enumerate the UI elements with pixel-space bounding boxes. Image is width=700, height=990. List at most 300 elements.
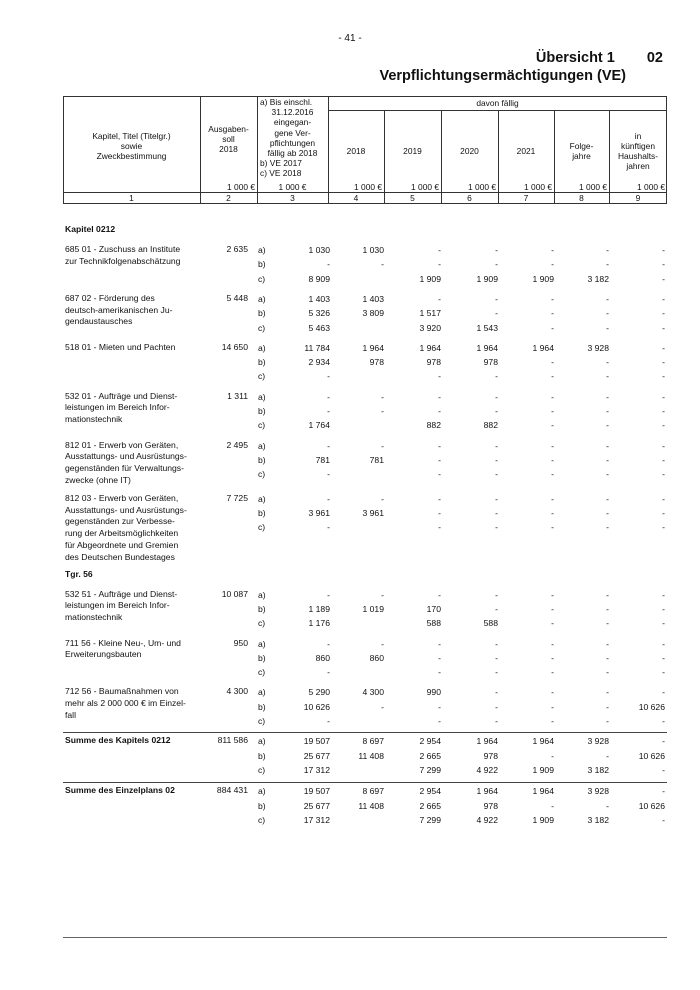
table-row <box>63 602 667 616</box>
col-label-ve: eingegan- <box>273 117 312 128</box>
table-cell: 1 189 <box>308 603 330 614</box>
col-label-year: Haushalts- <box>617 151 659 161</box>
table-row <box>63 292 667 306</box>
row-label: b) <box>258 652 266 663</box>
table-cell: - <box>662 371 665 382</box>
table-cell: - <box>551 508 554 519</box>
table-cell: 10 626 <box>638 750 665 761</box>
table-cell: - <box>327 522 330 533</box>
table-cell: - <box>381 391 384 402</box>
table-row <box>63 700 667 714</box>
table-cell: 170 <box>426 603 441 614</box>
table-cell: 1 909 <box>532 814 554 825</box>
table-cell: 1 909 <box>532 764 554 775</box>
table-cell: - <box>662 440 665 451</box>
col-label-ve: gene Ver- <box>274 127 311 138</box>
table-cell: - <box>662 618 665 629</box>
row-label: a) <box>258 493 266 504</box>
table-cell: 4 922 <box>476 814 498 825</box>
table-header <box>63 96 667 204</box>
table-cell: 25 677 <box>303 800 330 811</box>
table-cell: - <box>551 293 554 304</box>
table-cell: 7 299 <box>419 814 441 825</box>
unit-label: 1 000 € <box>354 182 382 192</box>
table-cell: 1 964 <box>532 736 554 747</box>
table-cell: 17 312 <box>303 764 330 775</box>
table-row <box>63 665 667 679</box>
ausgabensoll-value: 10 087 <box>221 588 248 599</box>
table-cell: - <box>495 245 498 255</box>
row-label: c) <box>258 420 266 431</box>
table-cell: - <box>662 786 665 797</box>
table-cell: - <box>327 469 330 480</box>
table-row <box>63 321 667 335</box>
description-line: gegenständen für Verwaltungs- <box>65 463 184 474</box>
table-cell: - <box>662 652 665 663</box>
table-row <box>63 616 667 630</box>
table-cell: - <box>662 308 665 319</box>
row-label: a) <box>258 786 266 797</box>
table-row <box>63 506 667 520</box>
description-line: 685 01 - Zuschuss an Institute <box>65 244 181 254</box>
table-cell: - <box>551 701 554 712</box>
col-number: 5 <box>410 193 415 203</box>
table-cell: - <box>606 245 609 255</box>
table-cell: - <box>438 391 441 402</box>
table-cell: - <box>438 667 441 678</box>
table-cell: - <box>495 259 498 270</box>
header-rule-top <box>63 96 667 97</box>
table-cell: 978 <box>483 800 498 811</box>
table-cell: - <box>381 589 384 600</box>
unit-label: 1 000 € <box>411 182 439 192</box>
table-cell: - <box>438 259 441 270</box>
description-line: zwecke (ohne IT) <box>65 474 131 485</box>
table-cell: 1 030 <box>362 245 384 255</box>
table-cell: - <box>606 293 609 304</box>
table-cell: - <box>495 454 498 465</box>
row-label: a) <box>258 440 266 451</box>
table-cell: 5 290 <box>308 687 330 698</box>
table-cell: - <box>495 603 498 614</box>
table-cell: - <box>438 638 441 649</box>
table-row <box>63 520 667 534</box>
table-row <box>63 257 667 271</box>
table-cell: - <box>327 667 330 678</box>
table-cell: 1 964 <box>362 342 384 353</box>
description-line: 712 56 - Baumaßnahmen von <box>65 686 179 697</box>
table-cell: - <box>551 469 554 480</box>
table-cell: 7 299 <box>419 764 441 775</box>
col-label-year: jahren <box>626 161 650 172</box>
table-cell: - <box>662 391 665 402</box>
unit-label: 1 000 € <box>468 182 496 192</box>
table-cell: 1 964 <box>476 342 498 353</box>
ausgabensoll-value: 2 495 <box>226 439 248 450</box>
ausgabensoll-value: 884 431 <box>216 785 248 796</box>
table-cell: - <box>495 391 498 402</box>
table-cell: - <box>606 493 609 504</box>
description-line: 812 03 - Erwerb von Geräten, <box>65 492 179 503</box>
plan-number: 02 <box>646 50 663 66</box>
col-label-ve: pflichtungen <box>269 137 316 148</box>
footer-rule <box>63 937 667 938</box>
table-cell: 25 677 <box>303 750 330 761</box>
table-cell: 978 <box>369 357 384 368</box>
row-label: a) <box>258 245 266 255</box>
table-cell: - <box>381 440 384 451</box>
description-line: mehr als 2 000 000 € im Einzel- <box>65 698 186 709</box>
table-cell: - <box>662 667 665 678</box>
row-label: a) <box>258 293 266 304</box>
description-line: gendaustausches <box>65 316 133 327</box>
table-row <box>63 306 667 320</box>
row-label: c) <box>258 764 266 775</box>
table-cell: - <box>662 342 665 353</box>
unit-label: 1 000 € <box>227 182 255 192</box>
table-cell: - <box>662 493 665 504</box>
table-cell: 3 182 <box>587 273 609 284</box>
table-cell: - <box>551 618 554 629</box>
table-cell: - <box>438 652 441 663</box>
table-cell: 882 <box>426 420 441 431</box>
col-label-year: jahre <box>572 151 591 161</box>
row-label: a) <box>258 342 266 353</box>
table-cell: - <box>606 357 609 368</box>
table-cell: - <box>551 800 554 811</box>
table-cell: 990 <box>426 687 441 698</box>
row-label: c) <box>258 522 266 533</box>
table-cell: - <box>551 716 554 726</box>
table-cell: - <box>606 667 609 678</box>
ausgabensoll-value: 4 300 <box>226 686 248 697</box>
description-line: 711 56 - Kleine Neu-, Um- und <box>65 637 181 648</box>
col-label-ve: fällig ab 2018 <box>267 148 318 158</box>
table-cell: - <box>551 440 554 451</box>
table-cell: 1 403 <box>362 293 384 304</box>
table-cell: - <box>495 716 498 726</box>
table-row <box>63 369 667 383</box>
table-cell: 8 697 <box>362 786 384 797</box>
col-number: 6 <box>467 193 472 203</box>
table-cell: - <box>551 589 554 600</box>
table-cell: 978 <box>483 750 498 761</box>
table-cell: - <box>381 701 384 712</box>
table-cell: - <box>438 493 441 504</box>
table-cell: - <box>327 259 330 270</box>
table-cell: 4 300 <box>362 687 384 698</box>
table-cell: 3 961 <box>362 508 384 519</box>
ausgabensoll-value: 950 <box>233 637 248 648</box>
table-cell: - <box>551 454 554 465</box>
col-number: 2 <box>226 193 231 203</box>
table-cell: - <box>551 245 554 255</box>
description-line: leistungen im Bereich Infor- <box>65 402 170 413</box>
table-cell: - <box>551 522 554 533</box>
table-cell: 1 964 <box>532 786 554 797</box>
row-label: b) <box>258 701 266 712</box>
table-row <box>63 404 667 418</box>
table-cell: - <box>606 800 609 811</box>
table-cell: 860 <box>369 652 384 663</box>
table-row <box>63 467 667 481</box>
col-label-year: künftigen <box>621 140 655 151</box>
table-cell: - <box>438 454 441 465</box>
table-cell: - <box>606 603 609 614</box>
table-cell: - <box>662 357 665 368</box>
table-cell: - <box>662 322 665 333</box>
table-cell: - <box>662 589 665 600</box>
table-cell: 19 507 <box>303 786 330 797</box>
description-line: 812 01 - Erwerb von Geräten, <box>65 439 179 450</box>
row-label: b) <box>258 308 266 319</box>
table-cell: - <box>551 687 554 698</box>
table-cell: - <box>606 522 609 533</box>
table-cell: - <box>438 701 441 712</box>
table-cell: - <box>327 493 330 504</box>
description-line: Ausstattungs- und Ausrüstungs- <box>65 451 187 462</box>
table-cell: 882 <box>483 420 498 431</box>
row-label: b) <box>258 603 266 614</box>
page-subtitle: Verpflichtungsermächtigungen (VE) <box>379 68 626 84</box>
table-cell: - <box>551 667 554 678</box>
title-overview: Übersicht 1 <box>535 50 615 66</box>
table-cell: 588 <box>426 618 441 629</box>
table-cell: - <box>551 750 554 761</box>
description-line: Summe des Einzelplans 02 <box>65 785 175 796</box>
unit-label: 1 000 € <box>637 182 665 192</box>
table-cell: - <box>327 440 330 451</box>
description-line: deutsch-amerikanischen Ju- <box>65 304 173 315</box>
table-cell: 10 626 <box>638 701 665 712</box>
description-line: rung der Arbeitsmöglichkeiten <box>65 528 179 539</box>
table-cell: - <box>606 259 609 270</box>
row-label: b) <box>258 454 266 465</box>
table-row <box>63 813 667 827</box>
table-cell: 1 176 <box>308 618 330 629</box>
row-label: b) <box>258 508 266 519</box>
row-label: b) <box>258 357 266 368</box>
description-line: Erweiterungsbauten <box>65 649 142 660</box>
section-heading: Kapitel 0212 <box>65 224 116 234</box>
table-cell: 11 408 <box>358 800 384 811</box>
table-row <box>63 714 667 728</box>
table-cell: 1 964 <box>476 736 498 747</box>
page-number: - 41 - <box>338 33 362 44</box>
col-label-kapitel: sowie <box>120 141 143 152</box>
table-cell: - <box>606 440 609 451</box>
table-cell: 1 517 <box>419 308 441 319</box>
table-cell: - <box>551 603 554 614</box>
table-cell: - <box>606 371 609 382</box>
table-cell: 978 <box>483 357 498 368</box>
col-label-soll: soll <box>222 134 235 145</box>
section-heading: Tgr. 56 <box>65 568 93 579</box>
description-line: mationstechnik <box>65 612 123 623</box>
table-cell: - <box>495 638 498 649</box>
table-cell: - <box>327 589 330 600</box>
table-cell: - <box>438 522 441 533</box>
col-number: 9 <box>635 193 641 203</box>
row-label: b) <box>258 406 266 416</box>
table-cell: 2 954 <box>419 736 441 747</box>
description-line: 687 02 - Förderung des <box>65 292 155 303</box>
table-cell: 1 909 <box>532 273 554 284</box>
table-cell: 17 312 <box>303 814 330 825</box>
col-number: 1 <box>129 193 134 203</box>
row-label: b) <box>258 800 266 811</box>
table-cell: - <box>438 589 441 600</box>
table-cell: - <box>438 508 441 519</box>
ausgabensoll-value: 7 725 <box>226 492 248 503</box>
table-cell: 1 543 <box>476 322 498 333</box>
table-cell: - <box>606 420 609 431</box>
table-row <box>63 243 667 257</box>
table-cell: - <box>551 371 554 382</box>
table-row <box>63 492 667 506</box>
table-cell: 781 <box>315 454 330 465</box>
table-cell: - <box>495 687 498 698</box>
description-line: 518 01 - Mieten und Pachten <box>65 341 176 352</box>
table-cell: - <box>495 406 498 416</box>
row-label: c) <box>258 618 266 629</box>
col-label-year: 2018 <box>346 145 366 156</box>
table-cell: - <box>606 322 609 333</box>
description-line: 532 51 - Aufträge und Dienst- <box>65 588 178 599</box>
table-cell: - <box>495 293 498 304</box>
table-cell: - <box>495 589 498 600</box>
table-cell: - <box>495 701 498 712</box>
col-label-year: 2019 <box>403 145 422 156</box>
table-cell: 11 408 <box>358 750 384 761</box>
row-label: a) <box>258 638 266 649</box>
table-cell: - <box>495 371 498 382</box>
table-cell: 10 626 <box>303 701 330 712</box>
table-cell: - <box>438 406 441 416</box>
row-label: c) <box>258 667 266 678</box>
ausgabensoll-value: 1 311 <box>227 390 248 401</box>
table-cell: - <box>662 420 665 431</box>
table-cell: - <box>381 259 384 270</box>
sum-rule <box>63 782 667 783</box>
table-cell: - <box>551 391 554 402</box>
table-cell: 8 697 <box>362 736 384 747</box>
table-row <box>63 355 667 369</box>
table-row <box>63 749 667 763</box>
col-label-ve: 31.12.2016 <box>271 107 314 118</box>
table-row <box>63 784 667 798</box>
table-cell: - <box>662 764 665 775</box>
table-cell: - <box>495 469 498 480</box>
table-cell: - <box>495 493 498 504</box>
table-cell: - <box>606 618 609 629</box>
table-cell: 2 665 <box>419 800 441 811</box>
table-cell: - <box>495 440 498 451</box>
row-label: c) <box>258 469 266 480</box>
description-line: mationstechnik <box>65 414 123 425</box>
table-cell: - <box>327 391 330 402</box>
col-label-ve: c) VE 2018 <box>260 168 302 179</box>
table-cell: - <box>662 293 665 304</box>
table-cell: - <box>662 259 665 270</box>
table-cell: 5 326 <box>308 308 330 319</box>
row-label: c) <box>258 716 266 726</box>
table-cell: 19 507 <box>303 736 330 747</box>
table-cell: - <box>606 391 609 402</box>
unit-label: 1 000 € <box>579 182 607 192</box>
table-row <box>63 453 667 467</box>
description-line: Ausstattungs- und Ausrüstungs- <box>65 504 187 515</box>
table-cell: 3 182 <box>587 764 609 775</box>
table-cell: - <box>662 406 665 416</box>
table-cell: 588 <box>483 618 498 629</box>
table-cell: 2 954 <box>419 786 441 797</box>
table-cell: 3 182 <box>587 814 609 825</box>
table-cell: 1 964 <box>476 786 498 797</box>
table-row <box>63 685 667 699</box>
table-row <box>63 439 667 453</box>
table-cell: 3 928 <box>587 786 609 797</box>
col-label-kapitel: Kapitel, Titel (Titelgr.) <box>92 131 171 141</box>
col-label-davon: davon fällig <box>476 98 519 108</box>
row-label: b) <box>258 750 266 761</box>
table-cell: - <box>438 469 441 480</box>
table-cell: 8 909 <box>308 273 330 284</box>
table-cell: - <box>551 493 554 504</box>
table-cell: - <box>662 638 665 649</box>
col-label-soll: Ausgaben- <box>208 124 249 134</box>
unit-label: 1 000 € <box>278 182 307 192</box>
table-cell: 3 809 <box>362 308 384 319</box>
table-row <box>63 390 667 404</box>
table-cell: - <box>662 603 665 614</box>
row-label: c) <box>258 814 266 825</box>
row-label: c) <box>258 273 266 284</box>
col-label-soll: 2018 <box>219 144 238 155</box>
row-label: b) <box>258 259 266 270</box>
table-row <box>63 763 667 777</box>
table-cell: 860 <box>315 652 330 663</box>
table-cell: - <box>551 638 554 649</box>
description-line: Summe des Kapitels 0212 <box>65 735 171 746</box>
table-cell: 2 934 <box>308 357 330 368</box>
table-cell: 11 784 <box>304 342 330 353</box>
table-cell: - <box>327 371 330 382</box>
table-cell: - <box>438 440 441 451</box>
table-cell: - <box>606 750 609 761</box>
table-cell: - <box>551 357 554 368</box>
table-cell: 2 665 <box>419 750 441 761</box>
table-cell: 1 964 <box>419 342 441 353</box>
col-label-year: 2020 <box>460 145 479 156</box>
table-cell: - <box>438 245 441 255</box>
col-number: 3 <box>290 193 295 203</box>
table-cell: - <box>551 420 554 431</box>
table-cell: - <box>662 454 665 465</box>
row-label: c) <box>258 322 266 333</box>
table-cell: - <box>662 522 665 533</box>
ausgabensoll-value: 2 635 <box>226 244 248 254</box>
table-cell: - <box>327 638 330 649</box>
table-cell: 1 403 <box>308 293 330 304</box>
table-cell: - <box>662 273 665 284</box>
col-label-year: in <box>634 130 642 141</box>
table-cell: 5 463 <box>308 322 330 333</box>
row-label: c) <box>258 371 266 382</box>
row-label: a) <box>258 736 266 747</box>
page-title <box>536 50 663 66</box>
ausgabensoll-value: 14 650 <box>221 341 248 352</box>
